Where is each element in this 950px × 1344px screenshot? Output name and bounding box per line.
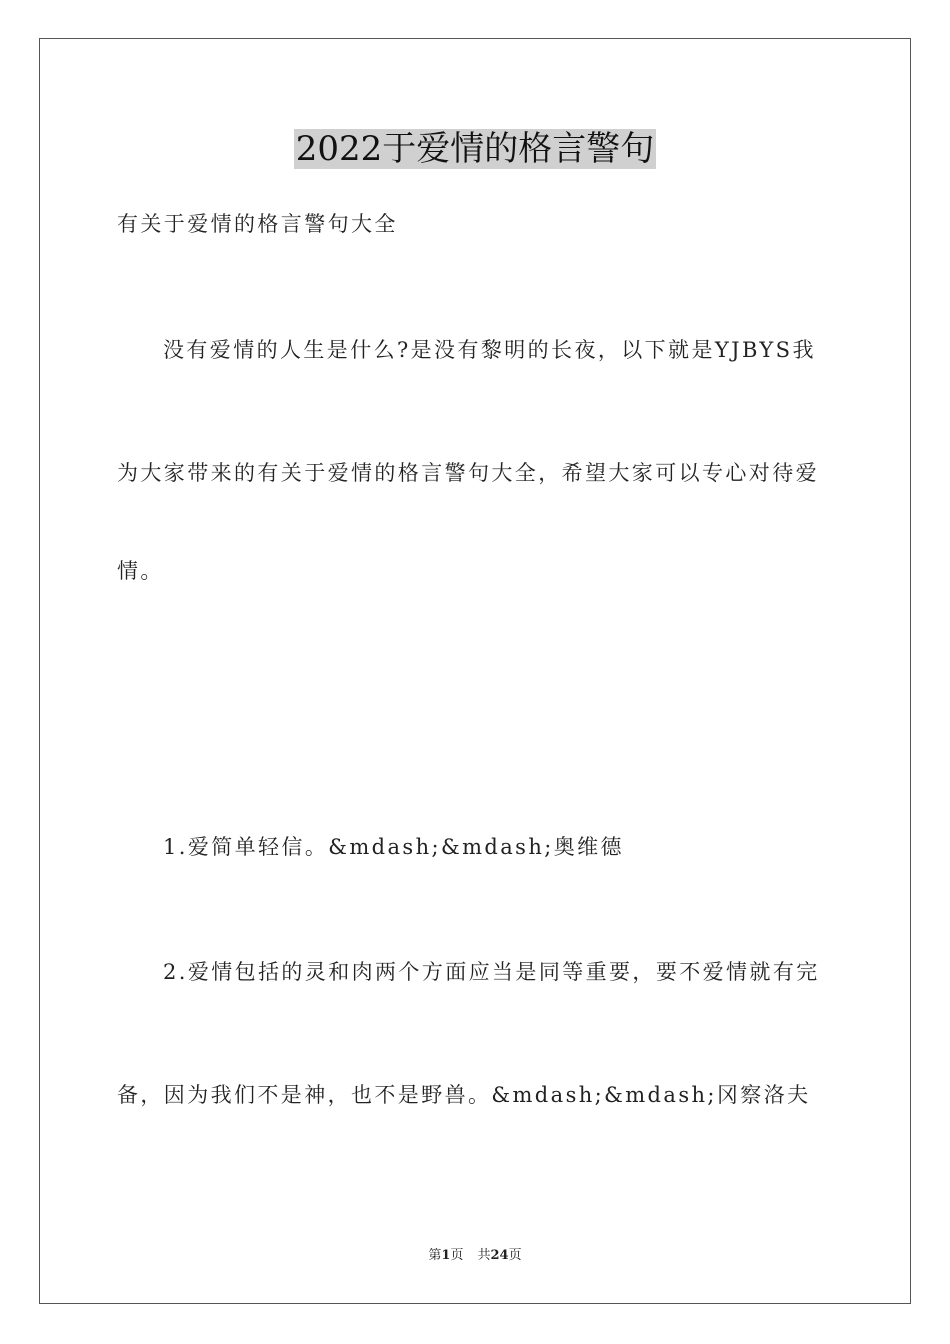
quote-1: 1.爱简单轻信。&mdash;&mdash;奥维德 <box>163 835 624 859</box>
document-subtitle: 有关于爱情的格言警句大全 <box>117 212 398 236</box>
footer-total-prefix: 共 <box>477 1248 491 1263</box>
intro-line-2: 为大家带来的有关于爱情的格言警句大全，希望大家可以专心对待爱 <box>117 461 819 485</box>
footer-page-number: 1 <box>441 1248 451 1263</box>
footer-total-suffix: 页 <box>508 1248 522 1263</box>
footer-page-prefix: 第 <box>428 1248 442 1263</box>
page-footer <box>0 1247 950 1265</box>
footer-page-suffix: 页 <box>450 1248 464 1263</box>
footer-total-pages: 24 <box>490 1248 509 1263</box>
title-text: 2022于爱情的格言警句 <box>295 129 655 169</box>
intro-line-3: 情。 <box>117 559 164 583</box>
document-title <box>0 126 950 172</box>
intro-line-1: 没有爱情的人生是什么?是没有黎明的长夜，以下就是YJBYS我 <box>163 338 816 362</box>
quote-2-line-1: 2.爱情包括的灵和肉两个方面应当是同等重要，要不爱情就有完 <box>163 960 820 984</box>
quote-2-line-2: 备，因为我们不是神，也不是野兽。&mdash;&mdash;冈察洛夫 <box>117 1083 811 1107</box>
